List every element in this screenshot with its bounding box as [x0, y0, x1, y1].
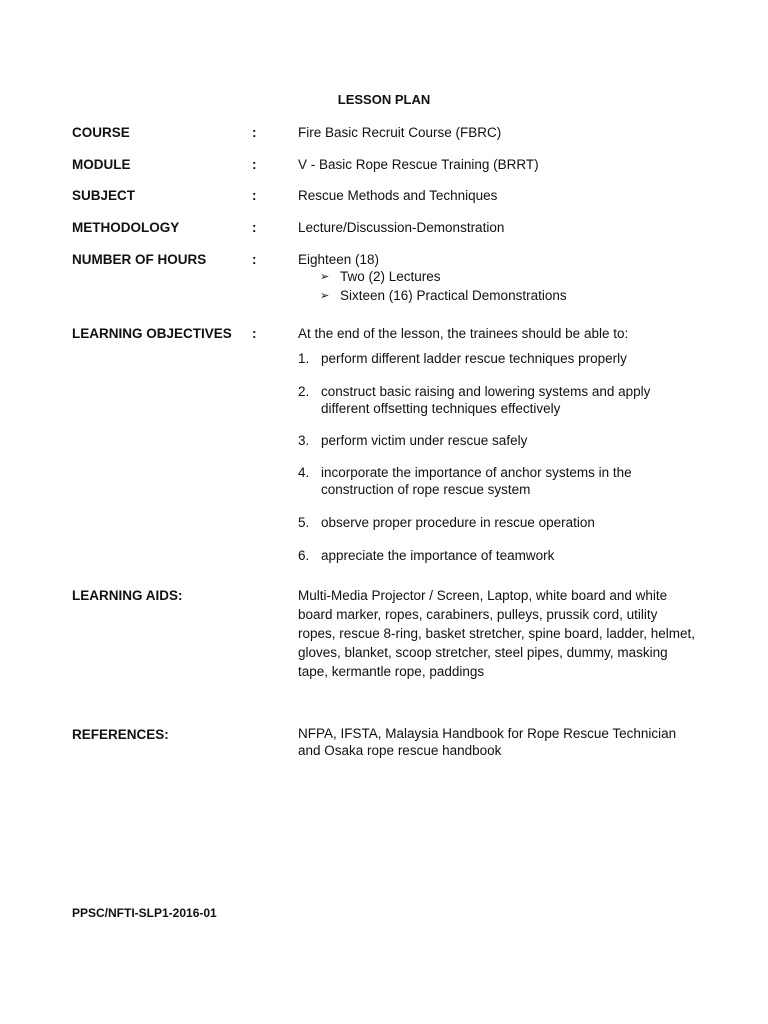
objective-text: construct basic raising and lowering systems and apply different offsetting techniques effectively: [321, 384, 651, 416]
objective-text: incorporate the importance of anchor systems in the construction of rope rescue system: [321, 465, 632, 497]
subject-colon: :: [252, 188, 257, 203]
methodology-label: METHODOLOGY: [72, 220, 180, 235]
module-colon: :: [252, 157, 257, 172]
objective-item: [298, 464, 698, 498]
objective-text: perform different ladder rescue techniques properly: [321, 351, 627, 366]
references-text: NFPA, IFSTA, Malaysia Handbook for Rope Rescue Technician and Osaka rope rescue handbook: [298, 726, 677, 758]
hours-colon: :: [252, 252, 257, 267]
methodology-value: Lecture/Discussion-Demonstration: [298, 220, 505, 235]
methodology-colon: :: [252, 220, 257, 235]
objective-item: [298, 547, 698, 564]
hours-bullet-item: [320, 269, 441, 284]
hours-label: NUMBER OF HOURS: [72, 252, 207, 267]
references-label: REFERENCES:: [72, 727, 169, 742]
document-code: PPSC/NFTI-SLP1-2016-01: [72, 906, 217, 920]
hours-bullet-item: [320, 288, 567, 303]
hours-value: Eighteen (18): [298, 252, 380, 267]
objective-item: [298, 514, 698, 531]
module-label: MODULE: [72, 157, 131, 172]
objective-number: 3.: [298, 433, 310, 448]
objective-text: appreciate the importance of teamwork: [321, 548, 555, 563]
module-value: V - Basic Rope Rescue Training (BRRT): [298, 157, 539, 172]
learning-aids-text: Multi-Media Projector / Screen, Laptop, white board and white board marker, ropes, carabiners, pulleys, prussik cord, utility ropes, rescue 8-ring, basket stretcher, spine board, ladder, helmet, gloves, blanket, scoop stretcher, steel pipes, dummy, masking tape, kermantle rope, paddings: [298, 588, 695, 679]
hours-bullet-text: Sixteen (16) Practical Demonstrations: [340, 288, 567, 303]
objective-item: [298, 432, 698, 449]
objectives-colon: :: [252, 326, 257, 341]
arrow-bullet-icon: ➢: [320, 290, 330, 302]
arrow-bullet-icon: ➢: [320, 271, 330, 283]
objective-item: [298, 383, 698, 417]
objective-item: [298, 350, 698, 367]
subject-value: Rescue Methods and Techniques: [298, 188, 498, 203]
subject-label: SUBJECT: [72, 188, 136, 203]
objective-text: observe proper procedure in rescue operation: [321, 515, 595, 530]
objectives-intro: At the end of the lesson, the trainees should be able to:: [298, 326, 629, 341]
objective-number: 1.: [298, 351, 310, 366]
objective-number: 5.: [298, 515, 310, 530]
course-label: COURSE: [72, 125, 130, 140]
objective-number: 6.: [298, 548, 310, 563]
document-title: LESSON PLAN: [337, 92, 431, 107]
hours-bullet-text: Two (2) Lectures: [340, 269, 441, 284]
course-value: Fire Basic Recruit Course (FBRC): [298, 125, 502, 140]
course-colon: :: [252, 125, 257, 140]
objective-number: 4.: [298, 465, 310, 480]
objectives-label: LEARNING OBJECTIVES: [72, 326, 232, 341]
learning-aids-label: LEARNING AIDS:: [72, 588, 183, 603]
objective-text: perform victim under rescue safely: [321, 433, 528, 448]
objective-number: 2.: [298, 384, 310, 399]
